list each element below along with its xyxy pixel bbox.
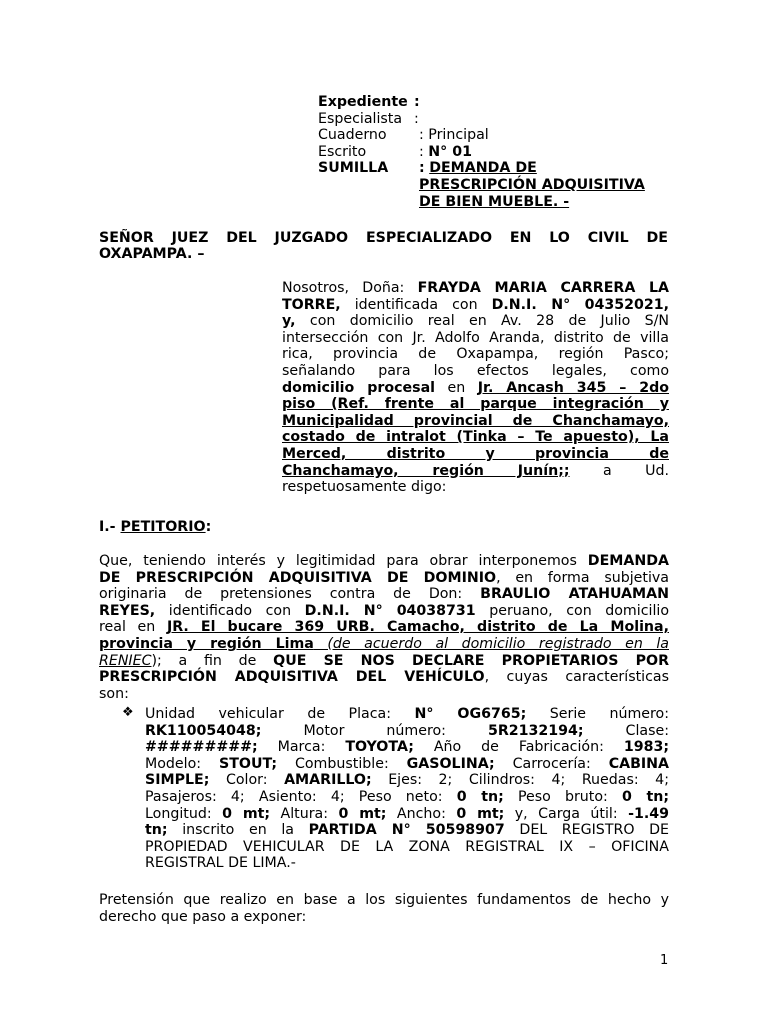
intro-paragraph: [282, 280, 669, 496]
vehicle-model: STOUT;: [218, 755, 278, 772]
cuaderno-value: : Principal: [419, 127, 489, 144]
length-value: 0 mt;: [222, 805, 271, 822]
petitorio-text: , en forma subjetiva: [496, 569, 669, 586]
vehicle-text: Carrocería:: [512, 755, 591, 772]
sumilla-line-3: DE BIEN MUEBLE. -: [419, 193, 570, 210]
intro-text: en: [447, 379, 466, 396]
vehicle-fuel: GASOLINA;: [406, 755, 495, 772]
demand-type: DEMANDA: [587, 553, 669, 569]
vehicle-text: DEL REGISTRO DE: [519, 822, 670, 839]
intro-text: Nosotros, Doña:: [282, 280, 405, 296]
especialista-row: [318, 111, 678, 128]
vehicle-text: inscrito en la: [182, 822, 294, 839]
net-weight: 0 tn;: [456, 788, 504, 805]
plaintiff-dni: D.N.I. N° 04352021,: [491, 296, 670, 313]
intro-text: a Ud.: [602, 462, 669, 479]
vehicle-line: REGISTRAL DE LIMA.-: [145, 855, 296, 872]
intro-line: respetuosamente digo:: [282, 479, 447, 496]
addressee-line-1: SEÑOR JUEZ DEL JUZGADO ESPECIALIZADO EN LO CIVIL DE: [99, 230, 668, 246]
serial-number: RK110054048;: [145, 722, 262, 739]
payload-unit: tn;: [145, 822, 168, 839]
vehicle-text: Ejes: 2; Cilindros: 4; Ruedas: 4;: [388, 772, 669, 789]
registry-entry: PARTIDA N° 50598907: [308, 822, 505, 839]
sumilla-colon: :: [419, 160, 425, 177]
vehicle-text: Peso bruto:: [517, 788, 608, 805]
width-value: 0 mt;: [456, 805, 505, 822]
petitorio-heading: [99, 519, 211, 536]
sumilla-row: [318, 160, 678, 177]
closing-paragraph: [99, 892, 669, 925]
vehicle-text: Altura:: [280, 805, 329, 822]
section-colon: :: [205, 519, 212, 535]
petitorio-text: ); a fin de: [151, 652, 257, 669]
engine-number: 5R2132194;: [487, 722, 584, 739]
sumilla-line-2: PRESCRIPCIÓN ADQUISITIVA: [419, 176, 645, 193]
sumilla-line-1: DEMANDA DE: [429, 160, 537, 177]
page-number: 1: [660, 953, 669, 968]
intro-text: con domicilio real en Av. 28 de Julio S/N: [309, 313, 670, 330]
vehicle-color: AMARILLO;: [284, 772, 372, 789]
petitorio-text: originaria de pretensiones contra de Don:: [99, 586, 463, 603]
demand-type: DE PRESCRIPCIÓN ADQUISITIVA DE DOMINIO: [99, 569, 497, 586]
height-value: 0 mt;: [338, 805, 387, 822]
vehicle-details: [145, 706, 669, 872]
procedural-address: Jr. Ancash 345 – 2do: [477, 379, 669, 396]
sumilla-label: SUMILLA: [318, 160, 389, 177]
escrito-label: Escrito: [318, 143, 367, 160]
closing-line: Pretensión que realizo en base a los siguientes fundamentos de hecho y: [99, 892, 669, 908]
escrito-row: [318, 144, 678, 161]
escrito-colon: :: [419, 143, 424, 160]
cuaderno-label: Cuaderno: [318, 127, 387, 144]
procedural-address: Merced, distrito y provincia de: [282, 445, 669, 462]
diamond-bullet-icon: ❖: [122, 705, 134, 720]
vehicle-text: Longitud:: [145, 805, 212, 822]
vehicle-text: Ancho:: [396, 805, 446, 822]
plaintiff-name-end: TORRE,: [282, 296, 341, 313]
intro-text: identificada con: [354, 296, 478, 313]
petitorio-text: identificado con: [168, 602, 292, 619]
vehicle-text: Color:: [225, 772, 268, 789]
plate-number: N° OG6765;: [414, 706, 527, 722]
petitorio-text: Que, teniendo interés y legitimidad para obrar interponemos: [99, 553, 577, 569]
vehicle-text: Clase:: [625, 722, 669, 739]
petitorio-paragraph: [99, 553, 669, 702]
addressee-line-2: OXAPAMPA. –: [99, 246, 205, 262]
vehicle-body: SIMPLE;: [145, 772, 210, 789]
gross-weight: 0 tn;: [621, 788, 670, 805]
vehicle-text: Modelo:: [145, 755, 202, 772]
vehicle-text: Motor número:: [303, 722, 446, 739]
vehicle-text: Serie número:: [549, 706, 670, 722]
petitorio-text: real en: [99, 619, 156, 636]
vehicle-text: Marca:: [277, 739, 326, 756]
procedural-address: costado de intralot (Tinka – Te apuesto), La: [282, 429, 669, 446]
request-text: PRESCRIPCIÓN ADQUISITIVA DEL VEHÍCULO: [99, 669, 485, 686]
expediente-row: [318, 94, 678, 111]
vehicle-class: #########;: [145, 739, 258, 756]
payload-value: -1.49: [628, 805, 670, 822]
vehicle-line: PROPIEDAD VEHICULAR DE LA ZONA REGISTRAL IX – OFICINA: [145, 838, 669, 855]
address-note: (de acuerdo al domicilio registrado en la: [313, 635, 669, 652]
expediente-value: :: [414, 94, 420, 110]
vehicle-body: CABINA: [608, 755, 670, 772]
intro-line: intersección con Jr. Adolfo Aranda, distrito de villa: [282, 329, 669, 346]
section-number: I.-: [99, 519, 116, 535]
closing-line: derecho que paso a exponer:: [99, 908, 307, 925]
petitorio-text: peruano, con domicilio: [489, 602, 670, 619]
vehicle-text: Combustible:: [294, 755, 389, 772]
reniec-ref: RENIEC: [99, 652, 152, 669]
vehicle-text: y, Carga útil:: [514, 805, 618, 822]
cuaderno-row: [318, 127, 678, 144]
case-header: [318, 94, 678, 210]
petitorio-text: , cuyas características: [484, 669, 669, 686]
defendant-address: JR. El bucare 369 URB. Camacho, distrito de La Molina,: [166, 619, 669, 636]
procedural-address: piso (Ref. frente al parque integración y: [282, 396, 669, 413]
intro-line: señalando para los efectos legales, como: [282, 362, 669, 379]
plaintiff-name: FRAYDA MARIA CARRERA LA: [417, 280, 669, 296]
defendant-dni: D.N.I. N° 04038731: [304, 602, 476, 619]
vehicle-brand: TOYOTA;: [345, 739, 414, 756]
section-title: PETITORIO: [120, 519, 206, 535]
defendant-name: BRAULIO ATAHUAMAN: [480, 586, 669, 603]
especialista-label: Especialista: [318, 110, 403, 127]
domicilio-procesal-label: domicilio procesal: [282, 379, 436, 396]
expediente-label: Expediente: [318, 94, 408, 110]
intro-line: rica, provincia de Oxapampa, región Pasco;: [282, 346, 669, 363]
petitorio-line: son:: [99, 685, 129, 702]
defendant-address: provincia y región Lima: [99, 635, 314, 652]
request-text: QUE SE NOS DECLARE PROPIETARIOS POR: [273, 652, 669, 669]
procedural-address: Municipalidad provincial de Chanchamayo,: [282, 412, 669, 429]
defendant-name-end: REYES,: [99, 602, 156, 619]
vehicle-year: 1983;: [623, 739, 669, 756]
vehicle-text: Unidad vehicular de Placa:: [145, 706, 392, 722]
escrito-value: N° 01: [428, 143, 472, 160]
especialista-value: :: [414, 110, 419, 127]
vehicle-text: Pasajeros: 4; Asiento: 4; Peso neto:: [145, 788, 443, 805]
procedural-address: Chanchamayo, región Junín;;: [282, 462, 570, 479]
intro-text: y,: [282, 313, 296, 330]
vehicle-text: Año de Fabricación:: [433, 739, 604, 756]
